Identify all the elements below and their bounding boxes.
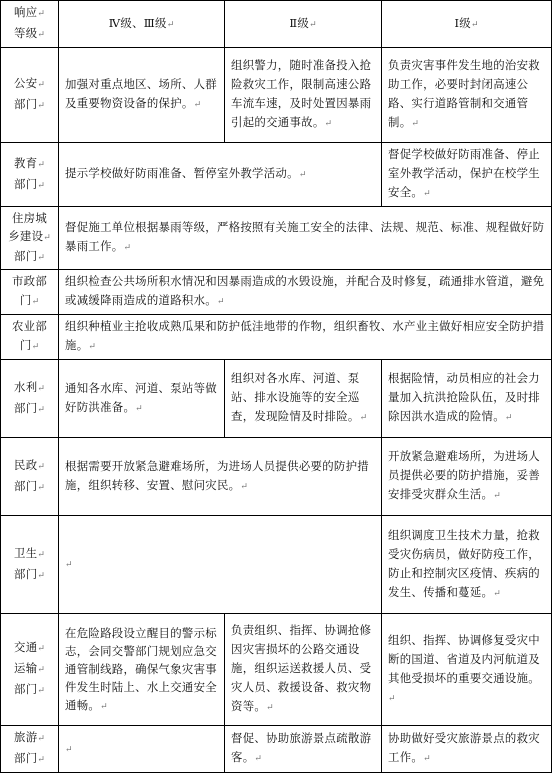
row-civil: [1, 438, 552, 516]
row-police: [1, 48, 552, 143]
education-level-1: 督促学校做好防雨准备、停止室外教学活动，保护在校学生安全。↵: [382, 143, 552, 207]
police-level-2: 组织警力，随时准备投入抢险救灾工作，限制高速公路车流车速，及时处置因暴雨引起的交通事故。↵: [225, 48, 382, 143]
dept-education: 教育↵ 部门↵: [1, 143, 59, 207]
tourism-level-2: 督促、协助旅游景点疏散游客。↵: [225, 726, 382, 773]
dept-water: 水利↵ 部门↵: [1, 360, 59, 438]
education-level-4-2: 提示学校做好防雨准备、暂停室外教学活动。↵: [59, 143, 382, 207]
tourism-level-4-3: ↵: [59, 726, 225, 773]
dept-police: 公安↵ 部门↵: [1, 48, 59, 143]
civil-level-1: 开放紧急避难场所，为进场人员提供必要的防护措施，妥善安排受灾群众生活。↵: [382, 438, 552, 516]
header-row: [1, 1, 552, 48]
civil-level-4-2: 根据需要开放紧急避难场所，为进场人员提供必要的防护措施，组织转移、安置、慰问灾民。↵: [59, 438, 382, 516]
water-level-2: 组织对各水库、河道、泵站、排水设施等的安全巡查，发现险情及时排险。↵: [225, 360, 382, 438]
dept-agriculture: 农业部门↵: [1, 315, 59, 360]
dept-transport: 交通↵ 运输↵ 部门↵: [1, 614, 59, 726]
housing-all-levels: 督促施工单位根据暴雨等级，严格按照有关施工安全的法律、法规、规范、标准、规程做好防暴雨工作。↵: [59, 207, 552, 270]
row-water: [1, 360, 552, 438]
dept-civil: 民政↵ 部门↵: [1, 438, 59, 516]
transport-level-1: 组织、指挥、协调修复受灾中断的国道、省道及内河航道及其他受损坏的重要交通设施。↵: [382, 614, 552, 726]
header-level-1: Ⅰ级↵: [382, 1, 552, 48]
transport-level-2: 负责组织、指挥、协调抢修因灾害损坏的公路交通设施，组织运送救援人员、受灾人员、救援设备、救灾物资等。↵: [225, 614, 382, 726]
row-agriculture: [1, 315, 552, 360]
header-level-4-3: Ⅳ级、Ⅲ级↵: [59, 1, 225, 48]
row-transport: [1, 614, 552, 726]
police-level-1: 负责灾害事件发生地的治安救助工作，必要时封闭高速公路、实行道路管制和交通管制。↵: [382, 48, 552, 143]
row-municipal: [1, 270, 552, 315]
water-level-1: 根据险情，动员相应的社会力量加入抗洪抢险队伍，及时排除因洪水造成的险情。↵: [382, 360, 552, 438]
agriculture-all-levels: 组织种植业主抢收成熟瓜果和防护低洼地带的作物，组织畜牧、水产业主做好相应安全防护措施。↵: [59, 315, 552, 360]
header-level-2: Ⅱ级↵: [225, 1, 382, 48]
dept-health: 卫生↵ 部门↵: [1, 516, 59, 614]
dept-tourism: 旅游↵ 部门↵: [1, 726, 59, 773]
tourism-level-1: 协助做好受灾旅游景点的救灾工作。↵: [382, 726, 552, 773]
row-education: [1, 143, 552, 207]
municipal-all-levels: 组织检查公共场所积水情况和因暴雨造成的水毁设施，并配合及时修复，疏通排水管道，避免或减缓降雨造成的道路积水。↵: [59, 270, 552, 315]
row-health: [1, 516, 552, 614]
dept-housing: 住房城 乡建设↵ 部门↵: [1, 207, 59, 270]
police-level-4-3: 加强对重点地区、场所、人群及重要物资设备的保护。↵: [59, 48, 225, 143]
transport-level-4-3: 在危险路段设立醒目的警示标志，会同交警部门规划应急交通管制线路，确保气象灾害事件发生时陆上、水上交通安全通畅。↵: [59, 614, 225, 726]
dept-municipal: 市政部门↵: [1, 270, 59, 315]
water-level-4-3: 通知各水库、河道、泵站等做好防洪准备。↵: [59, 360, 225, 438]
header-level-cell: 响应↵ 等级↵: [1, 1, 59, 48]
row-tourism: [1, 726, 552, 773]
health-level-1: 组织调度卫生技术力量，抢救受灾伤病员，做好防疫工作，防止和控制灾区疫情、疾病的发生、传播和蔓延。↵: [382, 516, 552, 614]
row-housing: [1, 207, 552, 270]
health-level-4-2: ↵: [59, 516, 382, 614]
